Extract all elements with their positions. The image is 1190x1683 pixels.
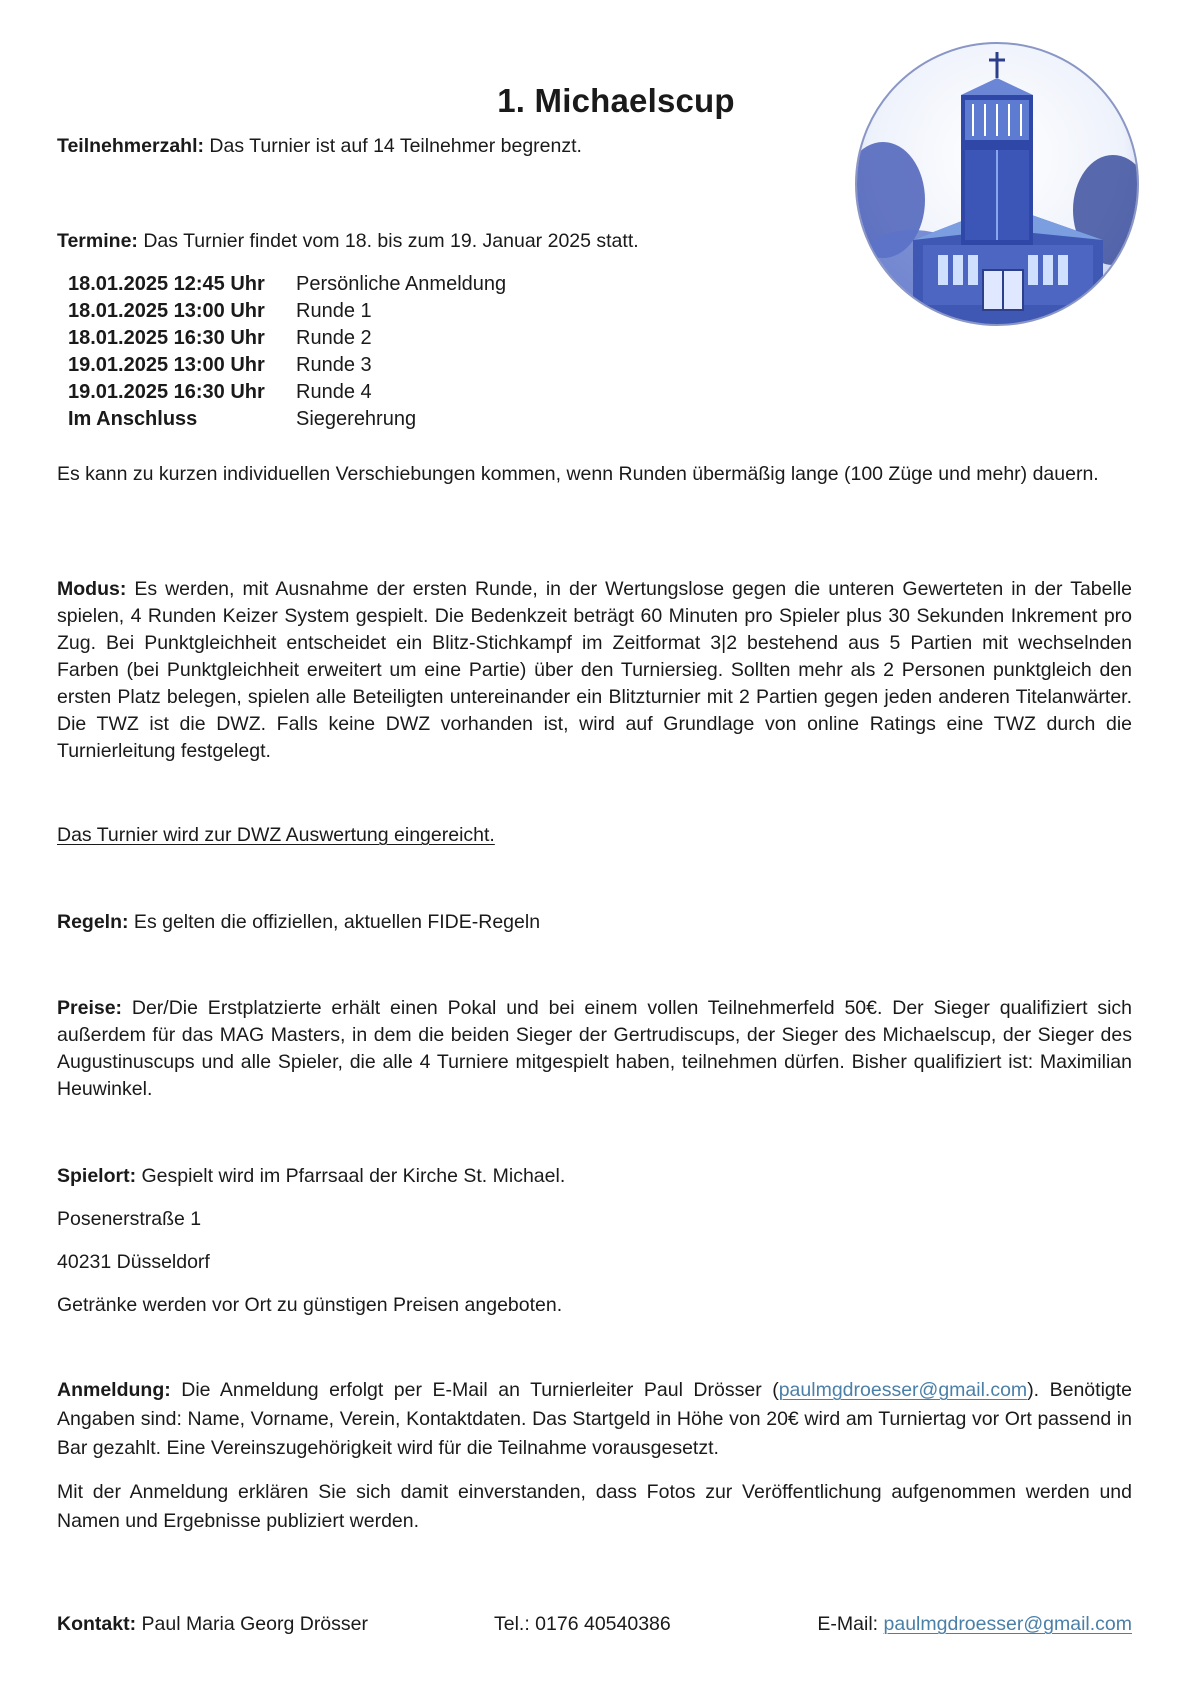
registration-email-link[interactable]: paulmgdroesser@gmail.com <box>778 1379 1028 1401</box>
prizes-text: Der/Die Erstplatzierte erhält einen Pokal und bei einem vollen Teilnehmerfeld 50€. Der Sieger qualifiziert sich außerdem für das MAG Masters, in dem die beiden Sieger der Gertrudiscups, der Sieger des Michaelscup, der Sieger des Augustinuscups und alle Spieler, die alle 4 Turniere mitgespielt haben, teilnehmen dürfen. Bisher qualifiziert ist: Maximilian Heuwinkel. <box>57 997 1132 1100</box>
contact-label: Kontakt: <box>57 1613 137 1635</box>
dates-paragraph <box>57 228 1132 255</box>
participants-paragraph <box>57 133 1132 160</box>
rules-text: Es gelten die offiziellen, aktuellen FIDE-Regeln <box>128 911 541 933</box>
schedule-event: Siegerehrung <box>296 408 417 430</box>
schedule-row <box>68 352 506 379</box>
church-logo <box>853 40 1141 328</box>
mode-text: Es werden, mit Ausnahme der ersten Runde, in der Wertungslose gegen die unteren Gewerteten in der Tabelle spielen, 4 Runden Keizer System gespielt. Die Bedenkzeit beträgt 60 Minuten pro Spieler plus 30 Sekunden Inkrement pro Zug. Bei Punktgleichheit entscheidet ein Blitz-Stichkampf im Zeitformat 3|2 bestehend aus 5 Partien mit wechselnden Farben (bei Punktgleichheit erweitert um eine Partie) über den Turniersieg. Sollten mehr als 2 Personen punktgleich den ersten Platz belegen, spielen alle Beteiligten untereinander ein Blitzturnier mit 2 Partien gegen jeden anderen Titelanwärter. Die TWZ ist die DWZ. Falls keine DWZ vorhanden ist, wird auf Grundlage von online Ratings eine TWZ durch die Turnierleitung festgelegt. <box>57 578 1132 762</box>
schedule-row <box>68 379 506 406</box>
schedule-row <box>68 406 506 433</box>
registration-text-a: Die Anmeldung erfolgt per E-Mail an Turnierleiter Paul Drösser ( <box>170 1379 779 1401</box>
schedule-event: Persönliche Anmeldung <box>296 273 507 295</box>
delay-note: Es kann zu kurzen individuellen Verschiebungen kommen, wenn Runden übermäßig lange (100 Züge und mehr) dauern. <box>57 463 1099 485</box>
page-title: 1. Michaelscup <box>497 82 735 119</box>
dates-text: Das Turnier findet vom 18. bis zum 19. Januar 2025 statt. <box>137 230 639 252</box>
schedule-event: Runde 4 <box>296 381 372 403</box>
schedule-row <box>68 298 506 325</box>
venue-drinks: Getränke werden vor Ort zu günstigen Preisen angeboten. <box>57 1294 563 1316</box>
contact-email-link[interactable]: paulmgdroesser@gmail.com <box>883 1613 1132 1635</box>
mode-label: Modus: <box>57 578 127 600</box>
contact-name-field <box>57 1611 368 1638</box>
venue-street: Posenerstraße 1 <box>57 1208 202 1230</box>
schedule-event: Runde 1 <box>296 300 372 322</box>
registration-paragraph <box>57 1376 1132 1463</box>
venue-label: Spielort: <box>57 1165 137 1187</box>
photo-consent-note: Mit der Anmeldung erklären Sie sich damit einverstanden, dass Fotos zur Veröffentlichung aufgenommen werden und Namen und Ergebnisse publiziert werden. <box>57 1481 1132 1532</box>
venue-paragraph <box>57 1163 1132 1190</box>
participants-label: Teilnehmerzahl: <box>57 135 205 157</box>
dwz-note: Das Turnier wird zur DWZ Auswertung eingereicht. <box>57 824 495 846</box>
schedule-date: Im Anschluss <box>68 408 198 430</box>
dates-label: Termine: <box>57 230 138 252</box>
participants-text: Das Turnier ist auf 14 Teilnehmer begrenzt. <box>204 135 582 157</box>
schedule-date: 18.01.2025 13:00 Uhr <box>68 300 265 322</box>
mode-paragraph <box>57 576 1132 765</box>
contact-name: Paul Maria Georg Drösser <box>136 1613 368 1635</box>
contact-email-field <box>817 1611 1132 1638</box>
registration-text-b: ). Benötigte Angaben sind: Name, Vorname, Verein, Kontaktdaten. Das Startgeld in Höhe von 20€ wird am Turniertag vor Ort passend in Bar gezahlt. Eine Vereinszugehörigkeit wird für die Teilnahme vorausgesetzt. <box>57 1379 1133 1459</box>
prizes-paragraph <box>57 995 1132 1103</box>
schedule-date: 19.01.2025 13:00 Uhr <box>68 354 265 376</box>
schedule-row <box>68 271 506 298</box>
schedule-row <box>68 325 506 352</box>
contact-email-label: E-Mail: <box>817 1613 884 1635</box>
rules-paragraph <box>57 909 1132 936</box>
schedule-event: Runde 2 <box>296 327 372 349</box>
dwz-note-paragraph <box>57 822 1132 849</box>
schedule-table <box>68 271 506 433</box>
schedule-date: 18.01.2025 16:30 Uhr <box>68 327 265 349</box>
rules-label: Regeln: <box>57 911 129 933</box>
venue-city: 40231 Düsseldorf <box>57 1251 210 1273</box>
prizes-label: Preise: <box>57 997 123 1019</box>
venue-text: Gespielt wird im Pfarrsaal der Kirche St. Michael. <box>136 1165 566 1187</box>
schedule-date: 19.01.2025 16:30 Uhr <box>68 381 265 403</box>
schedule-date: 18.01.2025 12:45 Uhr <box>68 273 265 295</box>
registration-label: Anmeldung: <box>57 1379 171 1401</box>
schedule-event: Runde 3 <box>296 354 372 376</box>
contact-phone: Tel.: 0176 40540386 <box>494 1613 671 1635</box>
